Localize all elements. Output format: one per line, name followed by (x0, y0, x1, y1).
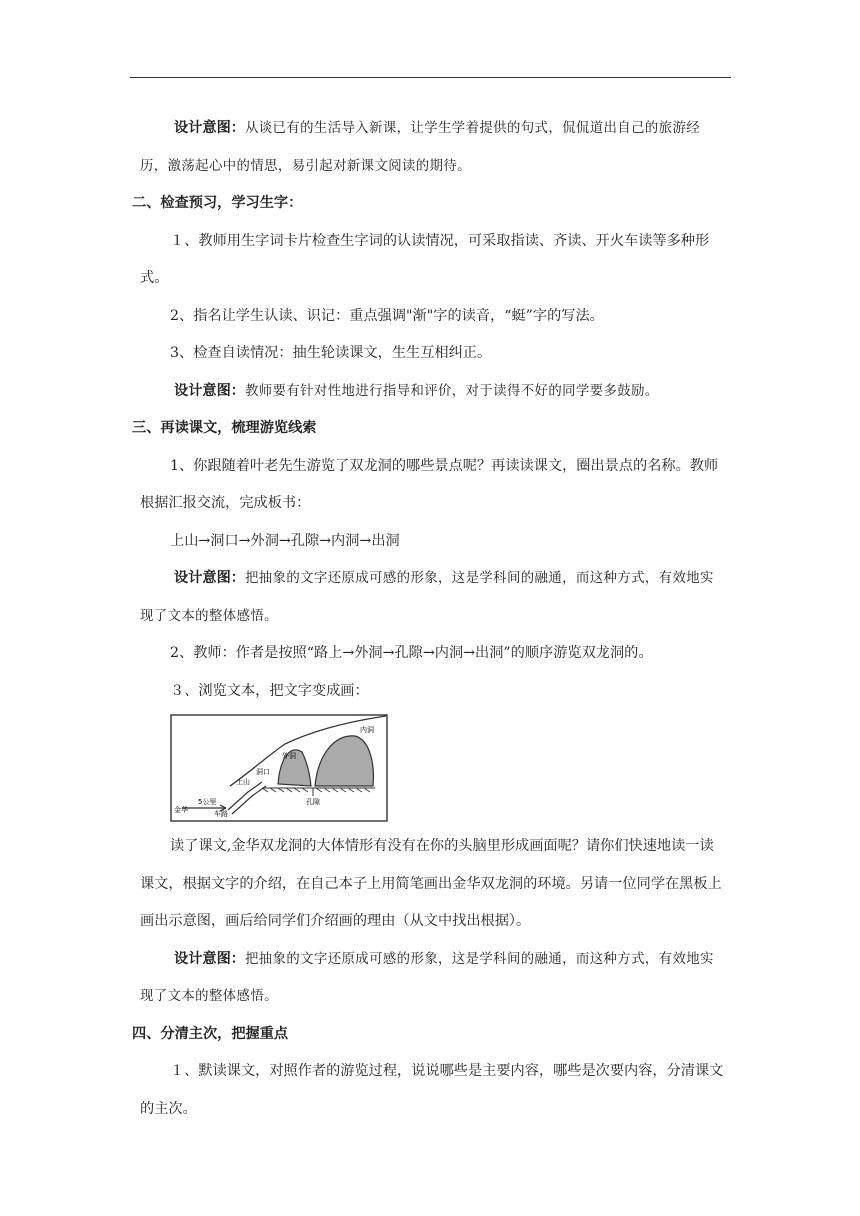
section-heading-4: 四、分清主次，把握重点 (132, 1025, 289, 1042)
section-heading-3: 三、再读课文，梳理游览线索 (132, 420, 317, 436)
intent-label: 设计意图： (174, 120, 245, 136)
section3-item-1: 1、你跟随着叶老先生游览了双龙洞的哪些景点呢？再读读课文，圈出景点的名称。教师根据汇报交流，完成板书： (140, 457, 719, 511)
section2-item-2: 2、指名让学生认读、识记：重点强调"渐"字的读音，“蜓”字的写法。 (170, 307, 604, 324)
intent-text: 从谈已有的生活导入新课，让学生学着提供的句式，侃侃道出自己的旅游经历，激荡起心中的情思，易引起对新课文阅读的期待。 (140, 121, 701, 174)
label-up: 上山 (236, 778, 250, 786)
design-intent-3b (140, 941, 725, 1016)
cave-sketch-figure (170, 714, 388, 822)
intent-label: 设计意图： (174, 570, 245, 586)
section3-item-3: ３、浏览文本，把文字变成画： (170, 682, 369, 699)
header-rule (130, 77, 731, 78)
label-road: 车路 (214, 810, 228, 818)
intent-text: 教师要有针对性地进行指导和评价，对于读得不好的同学要多鼓励。 (244, 383, 659, 399)
section2-item-3: 3、检查自读情况：抽生轮读课文，生生互相纠正。 (170, 345, 492, 361)
label-mouth: 洞口 (256, 768, 270, 776)
intent-label: 设计意图： (174, 950, 245, 967)
label-distance: 5公里 (198, 798, 217, 806)
label-gap: 孔隙 (306, 798, 320, 806)
section3-item-2: 2、教师：作者是按照“路上→外洞→孔隙→内洞→出洞”的顺序游览双龙洞的。 (170, 645, 653, 661)
cave-sketch-svg (170, 714, 388, 822)
design-intent-3 (140, 560, 725, 635)
label-jinhua: 金华 (174, 806, 188, 814)
intent-text: 把抽象的文字还原成可感的形象，这是学科间的融通，而这种方式，有效地实现了文本的整体感悟。 (140, 951, 714, 1004)
intent-label: 设计意图： (174, 382, 245, 399)
label-outer: 外洞 (282, 752, 296, 760)
document-body (132, 110, 725, 1128)
section4-item-1: １、默读课文，对照作者的游览过程，说说哪些是主要内容，哪些是次要内容，分清课文的主次。 (140, 1063, 724, 1117)
section-heading-2: 二、检查预习，学习生字： (132, 195, 303, 211)
route-line: 上山→洞口→外洞→孔隙→内洞→出洞 (170, 532, 400, 549)
section2-item-1: １、教师用生字词卡片检查生字词的认读情况，可采取指读、齐读、开火车读等多种形式。 (140, 232, 710, 286)
label-inner: 内洞 (360, 726, 374, 734)
intent-text: 把抽象的文字还原成可感的形象，这是学科间的融通，而这种方式，有效地实现了文本的整体感悟。 (140, 571, 714, 624)
section3-paragraph: 读了课文,金华双龙洞的大体情形有没有在你的头脑里形成画面呢？请你们快速地读一读课文，根据文字的介绍，在自己本子上用简笔画出金华双龙洞的环境。另请一位同学在黑板上画出示意图，画后给同学们介绍画的理由（从文中找出根据）。 (140, 838, 722, 929)
design-intent-2 (140, 373, 725, 411)
design-intent-intro (140, 110, 725, 185)
